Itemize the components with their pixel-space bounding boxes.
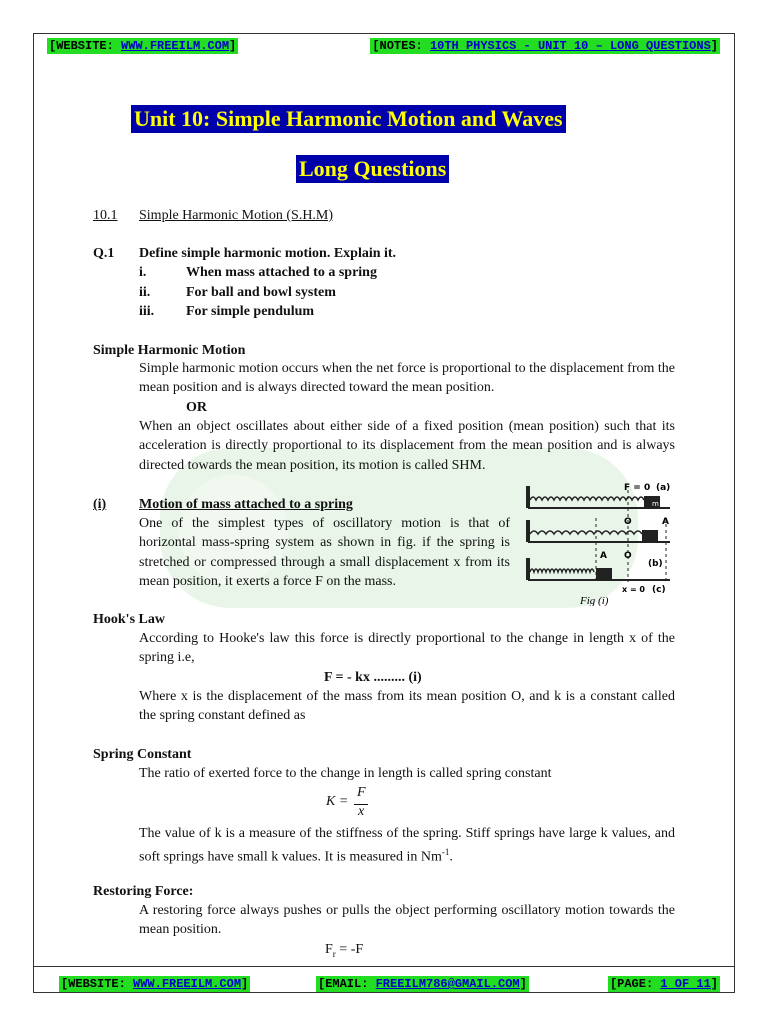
spring-constant-after-end: . <box>449 849 453 865</box>
footer-page-link[interactable]: 1 OF 11 <box>660 977 711 991</box>
figure-label-a: (a) <box>656 483 671 493</box>
restoring-eq-rest: = -F <box>335 942 364 957</box>
footer-email-label: [EMAIL: <box>318 977 376 991</box>
header-website-link[interactable]: WWW.FREEILM.COM <box>121 39 230 53</box>
spring-constant-after-text: The value of k is a measure of the stiffness of the spring. Stiff springs have large k values, and soft springs have small k values. It is measured in Nm <box>139 826 675 865</box>
figure-label-c: (c) <box>652 585 666 595</box>
shm-definition-1: Simple harmonic motion occurs when the net force is proportional to the displacement from the mean position and is always directed toward the mean position. <box>139 361 675 396</box>
footer-website-link[interactable]: WWW.FREEILM.COM <box>133 977 242 991</box>
figure-mass-b <box>642 530 658 542</box>
spring-constant-eq-lhs: K = <box>326 794 349 809</box>
shm-heading: Simple Harmonic Motion <box>93 343 246 358</box>
hooke-heading: Hook's Law <box>93 612 165 627</box>
question-item-text: For simple pendulum <box>186 304 315 319</box>
figure-label-fzero: F = 0 <box>624 483 651 493</box>
question-item-text: When mass attached to a spring <box>186 265 377 280</box>
restoring-equation <box>325 940 363 964</box>
section-number: 10.1 <box>93 208 118 223</box>
header-website <box>47 38 238 54</box>
header-notes-label: [NOTES: <box>372 39 430 53</box>
figure-spring-a <box>530 497 644 500</box>
figure-label-xzero: x = 0 <box>622 585 645 594</box>
footer-website-close: ] <box>241 977 249 991</box>
header-notes <box>370 38 720 54</box>
restoring-eq-sub: r <box>332 948 336 959</box>
header-website-label: [WEBSITE: <box>49 39 122 53</box>
spring-motion-number: (i) <box>93 497 107 512</box>
footer-email-link[interactable]: FREEILM786@GMAIL.COM <box>375 977 520 991</box>
shm-definition-2: When an object oscillates about either side of a fixed position (mean position) such that its acceleration is directly proportional to its displacement from the mean position and is always directed towards the mean position, its motion is called SHM. <box>139 419 675 473</box>
footer-page-close: ] <box>710 977 718 991</box>
figure-label-o: O <box>624 517 632 527</box>
figure-label-b: (b) <box>648 559 663 569</box>
footer-website <box>59 976 250 992</box>
spring-constant-text: The ratio of exerted force to the change in length is called spring constant <box>139 766 552 781</box>
figure-wall-c <box>526 558 530 580</box>
spring-constant-eq-num: F <box>357 785 366 800</box>
restoring-heading: Restoring Force: <box>93 884 194 899</box>
question-item-text: For ball and bowl system <box>186 285 336 300</box>
figure-caption: Fig (i) <box>580 595 609 606</box>
question-item-num: iii. <box>139 304 155 319</box>
header-notes-close: ] <box>710 39 718 53</box>
spring-constant-unit-sup: -1 <box>441 847 450 858</box>
figure-wall-b <box>526 520 530 542</box>
page-title: Unit 10: Simple Harmonic Motion and Waves <box>131 105 566 133</box>
spring-figure <box>524 478 676 606</box>
question-number: Q.1 <box>93 246 115 261</box>
spring-constant-after <box>139 824 675 867</box>
question-item-num: i. <box>139 265 147 280</box>
figure-wall-a <box>526 486 530 508</box>
footer-page <box>608 976 720 992</box>
hooke-text: According to Hooke's law this force is directly proportional to the change in length x of the spring i.e, <box>139 631 675 666</box>
spring-motion-heading: Motion of mass attached to a spring <box>139 497 353 512</box>
restoring-eq-main: F <box>325 942 333 957</box>
question-text: Define simple harmonic motion. Explain it. <box>139 246 397 261</box>
figure-spring-c <box>530 569 594 572</box>
footer-email-close: ] <box>519 977 527 991</box>
spring-constant-heading: Spring Constant <box>93 747 192 762</box>
figure-spring-b <box>530 531 642 534</box>
figure-label-o-c: O <box>624 551 632 561</box>
shm-or: OR <box>186 400 207 415</box>
section-name: Simple Harmonic Motion (S.H.M) <box>139 208 334 223</box>
footer-website-label: [WEBSITE: <box>61 977 134 991</box>
figure-label-m: m <box>652 500 659 508</box>
footer-email <box>316 976 529 992</box>
hooke-equation: F = - kx ......... (i) <box>324 670 422 685</box>
footer-page-label: [PAGE: <box>609 977 661 991</box>
figure-label-amp: A <box>662 517 669 527</box>
footer-divider <box>33 966 735 967</box>
header-website-close: ] <box>229 39 237 53</box>
question-item-num: ii. <box>139 285 151 300</box>
spring-constant-eq-den: x <box>358 804 365 819</box>
spring-motion-text: One of the simplest types of oscillatory motion is that of horizontal mass-spring system as shown in fig. if the spring is stretched or compressed through a small displacement x from its mean position, it exerts a force F on the mass. <box>139 516 510 589</box>
hooke-after: Where x is the displacement of the mass from its mean position O, and k is a constant called the spring constant defined as <box>139 689 675 724</box>
page-subtitle: Long Questions <box>296 155 449 183</box>
restoring-text: A restoring force always pushes or pulls the object performing oscillatory motion towards the mean position. <box>139 903 675 938</box>
figure-label-amp-left: A <box>600 551 607 561</box>
header-notes-link[interactable]: 10TH PHYSICS - UNIT 10 – LONG QUESTIONS <box>429 39 711 53</box>
figure-mass-c <box>596 568 612 580</box>
